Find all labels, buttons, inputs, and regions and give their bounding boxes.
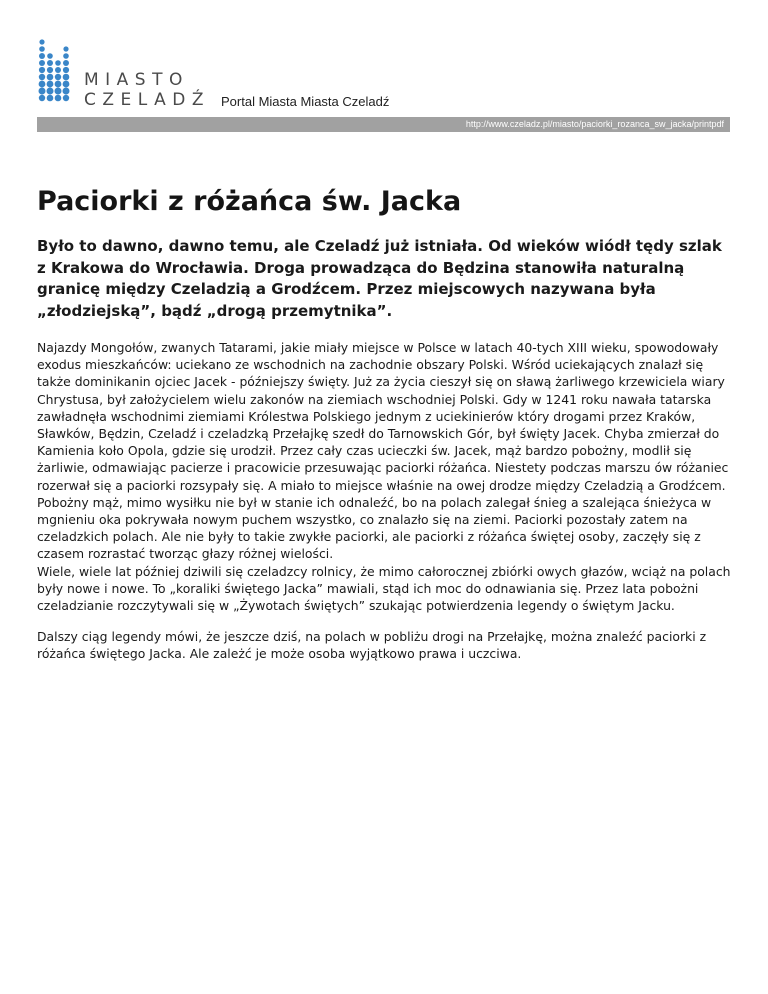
url-bar: http://www.czeladz.pl/miasto/paciorki_rozanca_sw_jacka/printpdf [37,117,730,132]
paragraph-1: Najazdy Mongołów, zwanych Tatarami, jakie miały miejsce w Polsce w latach 40-tych XIII wieku, spowodowały exodus mieszkańców: uciekano ze wschodnich na zachodnie obszary Polski. Wśród uciekających znalazł się także dominikanin ojciec Jacek - późniejszy święty. Już za życia cieszył się on sławą żarliwego krzewiciela wiary Chrystusa, był założycielem wielu zakonów na ziemiach wschodniej Polski. Gdy w 1241 roku nawała tatarska zawładnęła wschodnimi ziemiami Królestwa Polskiego jednym z uciekinierów który drogami przez Kraków, Sławków, Będzin, Czeladź i czeladzką Przełajkę szedł do Tarnowskich Gór, był święty Jacek. Chyba zmierzał do Kamienia koło Opola, gdzie się urodził. Przez cały czas ucieczki św. Jacek, mąż bardzo pobożny, modlił się żarliwie, odmawiając pacierze i pracowicie przesuwając paciorki różańca. Niestety podczas marszu ów różaniec rozerwał się a paciorki rozsypały się. A miało to miejsce właśnie na owej drodze między Czeladzią a Grodźcem. Pobożny mąż, mimo wysiłku nie był w stanie ich odnaleźć, bo na polach zalegał śnieg a szalejąca śnieżyca w mgnieniu oka pokrywała nowym puchem wszystko, co znalazło się na ziemi. Paciorki pozostały zatem na czeladzkich polach. Ale nie były to takie zwykłe paciorki, ale paciorki z różańca świętej osoby, zaczęły się z czasem rozrastać tworząc głazy różnej wielości. [37,340,729,562]
paragraph-2: Wiele, wiele lat później dziwili się czeladzcy rolnicy, że mimo całorocznej zbiórki owych głazów, wciąż na polach były nowe i nowe. To „koraliki świętego Jacka” mawiali, stąd ich moc do odnawiania się. Przez lata pobożni czeladzianie rozczytywali się w „Żywotach świętych” szukając potwierdzenia legendy o świętym Jacku. [37,563,731,614]
article-lead: Było to dawno, dawno temu, ale Czeladź już istniała. Od wieków wiódł tędy szlak z Krakowa do Wrocławia. Droga prowadząca do Będzina stanowiła naturalną granicę między Czeladzią a Grodźcem. Przez miejscowych nazywana była „złodziejską”, bądź „drogą przemytnika”. [37,237,722,320]
logo-line-2: CZELADŹ [84,90,210,110]
city-logo-icon [37,36,77,106]
logo-wordmark [84,70,210,110]
paragraph-3: Dalszy ciąg legendy mówi, że jeszcze dziś, na polach w pobliżu drogi na Przełajkę, można znaleźć paciorki z różańca świętego Jacka. Ale zależć je może osoba wyjątkowo prawa i uczciwa. [37,629,707,662]
logo-line-1: MIASTO [84,70,189,90]
portal-name: Portal Miasta Miasta Czeladź [221,94,390,109]
article-title: Paciorki z różańca św. Jacka [37,186,462,217]
page-header [37,36,730,116]
article [37,182,732,675]
article-body [37,339,732,614]
